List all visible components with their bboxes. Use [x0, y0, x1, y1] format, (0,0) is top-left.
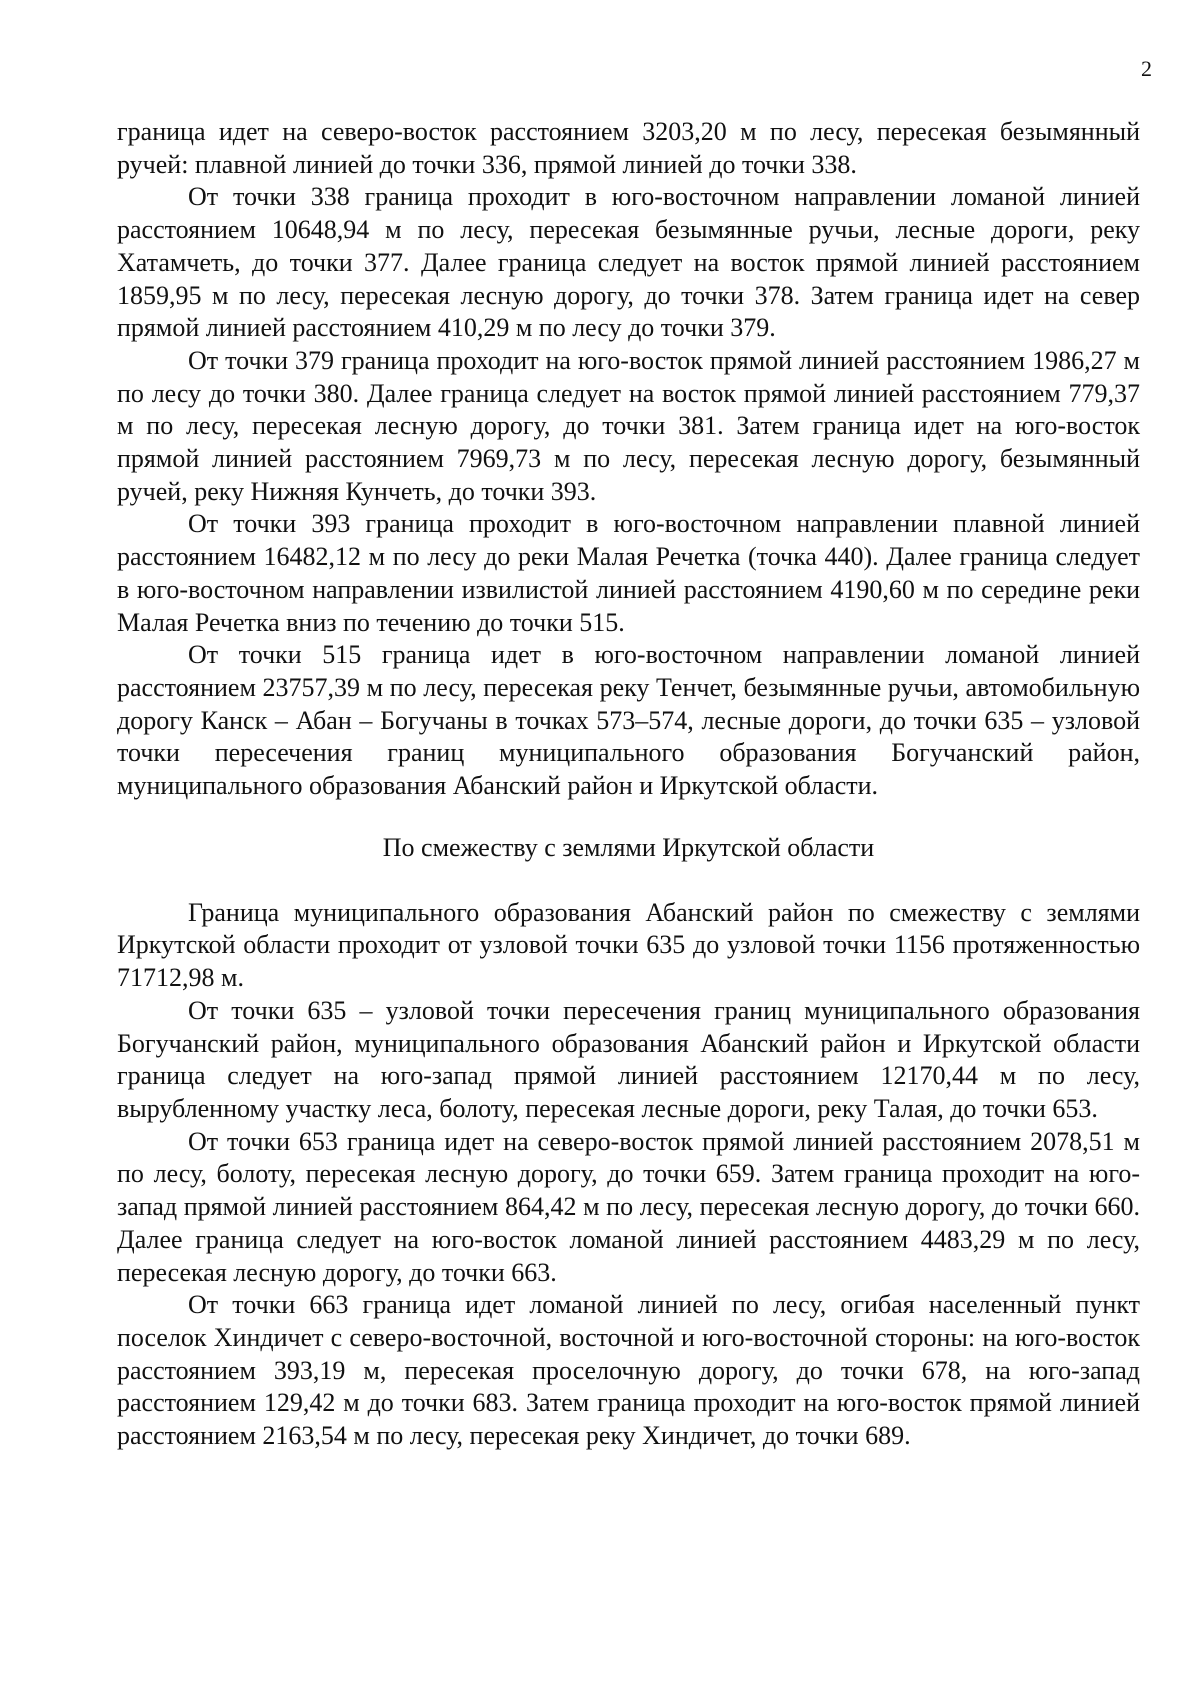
- paragraph: От точки 653 граница идет на северо-восток прямой линией расстоянием 2078,51 м по лесу, болоту, пересекая лесную дорогу, до точки 659. Затем граница проходит на юго-запад прямой линией расстоянием 864,42 м по лесу, пересекая лесную дорогу, до точки 660. Далее граница следует на юго-восток ломаной линией расстоянием 4483,29 м по лесу, пересекая лесную дорогу, до точки 663.: [117, 1126, 1140, 1287]
- paragraph: От точки 663 граница идет ломаной линией по лесу, огибая населенный пункт поселок Хиндичет с северо-восточной, восточной и юго-восточной стороны: на юго-восток расстоянием 393,19 м, пересекая проселочную дорогу, до точки 678, на юго-запад расстоянием 129,42 м до точки 683. Затем граница проходит на юго-восток прямой линией расстоянием 2163,54 м по лесу, пересекая реку Хиндичет, до точки 689.: [117, 1290, 1140, 1451]
- document-body: [117, 116, 1140, 1453]
- paragraph: От точки 635 – узловой точки пересечения границ муниципального образования Богучанский район, муниципального образования Абанский район и Иркутской области граница следует на юго-запад прямой линией расстоянием 12170,44 м по лесу, вырубленному участку леса, болоту, пересекая лесные дороги, реку Талая, до точки 653.: [117, 995, 1140, 1123]
- paragraph: От точки 338 граница проходит в юго-восточном направлении ломаной линией расстоянием 10648,94 м по лесу, пересекая безымянные ручьи, лесные дороги, реку Хатамчеть, до точки 377. Далее граница следует на восток прямой линией расстоянием 1859,95 м по лесу, пересекая лесную дорогу, до точки 378. Затем граница идет на север прямой линией расстоянием 410,29 м по лесу до точки 379.: [117, 182, 1140, 343]
- paragraph: Граница муниципального образования Абанский район по смежеству с землями Иркутской области проходит от узловой точки 635 до узловой точки 1156 протяженностью 71712,98 м.: [117, 897, 1140, 993]
- paragraph: граница идет на северо-восток расстоянием 3203,20 м по лесу, пересекая безымянный ручей: плавной линией до точки 336, прямой линией до точки 338.: [117, 117, 1140, 179]
- page-number: 2: [1141, 56, 1152, 81]
- section-heading: По смежеству с землями Иркутской области: [382, 832, 875, 862]
- paragraph: От точки 393 граница проходит в юго-восточном направлении плавной линией расстоянием 16482,12 м по лесу до реки Малая Речетка (точка 440). Далее граница следует в юго-восточном направлении извилистой линией расстоянием 4190,60 м по середине реки Малая Речетка вниз по течению до точки 515.: [117, 509, 1140, 637]
- paragraph: От точки 515 граница идет в юго-восточном направлении ломаной линией расстоянием 23757,39 м по лесу, пересекая реку Тенчет, безымянные ручьи, автомобильную дорогу Канск – Абан – Богучаны в точках 573–574, лесные дороги, до точки 635 – узловой точки пересечения границ муниципального образования Богучанский район, муниципального образования Абанский район и Иркутской области.: [117, 640, 1140, 801]
- paragraph: От точки 379 граница проходит на юго-восток прямой линией расстоянием 1986,27 м по лесу до точки 380. Далее граница следует на восток прямой линией расстоянием 779,37 м по лесу, пересекая лесную дорогу, до точки 381. Затем граница идет на юго-восток прямой линией расстоянием 7969,73 м по лесу, пересекая лесную дорогу, безымянный ручей, реку Нижняя Кунчеть, до точки 393.: [117, 345, 1140, 506]
